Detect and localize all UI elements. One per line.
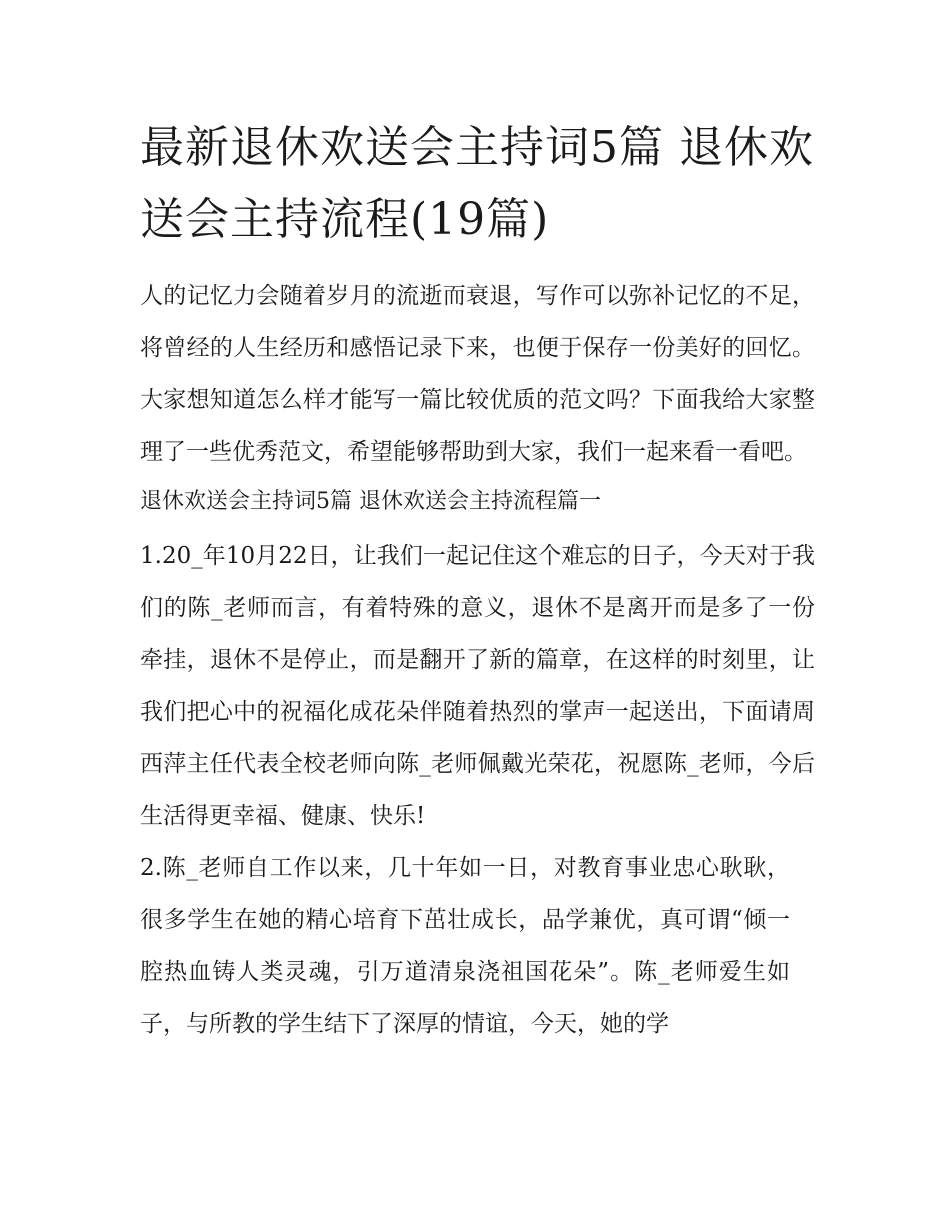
list-item-2: 2.陈_老师自工作以来，几十年如一日，对教育事业忠心耿耿，很多学生在她的精心培育下茁壮成长，品学兼优，真可谓“倾一腔热血铸人类灵魂，引万道清泉浇祖国花朵”。陈_老师爱生如子，与所教的学生结下了深厚的情谊，今天，她的学 bbox=[140, 855, 790, 1037]
list-item-2-wrapper bbox=[140, 842, 790, 1050]
document-page bbox=[140, 112, 815, 1050]
intro-paragraph: 人的记忆力会随着岁月的流逝而衰退，写作可以弥补记忆的不足，将曾经的人生经历和感悟记录下来，也便于保存一份美好的回忆。大家想知道怎么样才能写一篇比较优质的范文吗？下面我给大家整理了一些优秀范文，希望能够帮助到大家，我们一起来看一看吧。 bbox=[140, 283, 815, 465]
section-heading: 退休欢送会主持词5篇 退休欢送会主持流程篇一 bbox=[140, 489, 601, 514]
document-title: 最新退休欢送会主持词5篇 退休欢送会主持流程(19篇) bbox=[140, 122, 814, 245]
list-item-1: 1.20_年10月22日，让我们一起记住这个难忘的日子，今天对于我们的陈_老师而言，有着特殊的意义，退休不是离开而是多了一份牵挂，退休不是停止，而是翻开了新的篇章，在这样的时刻里，让我们把心中的祝福化成花朵伴随着热烈的掌声一起送出，下面请周西萍主任代表全校老师向陈_老师佩戴光荣花，祝愿陈_老师，今后生活得更幸福、健康、快乐! bbox=[140, 543, 815, 829]
